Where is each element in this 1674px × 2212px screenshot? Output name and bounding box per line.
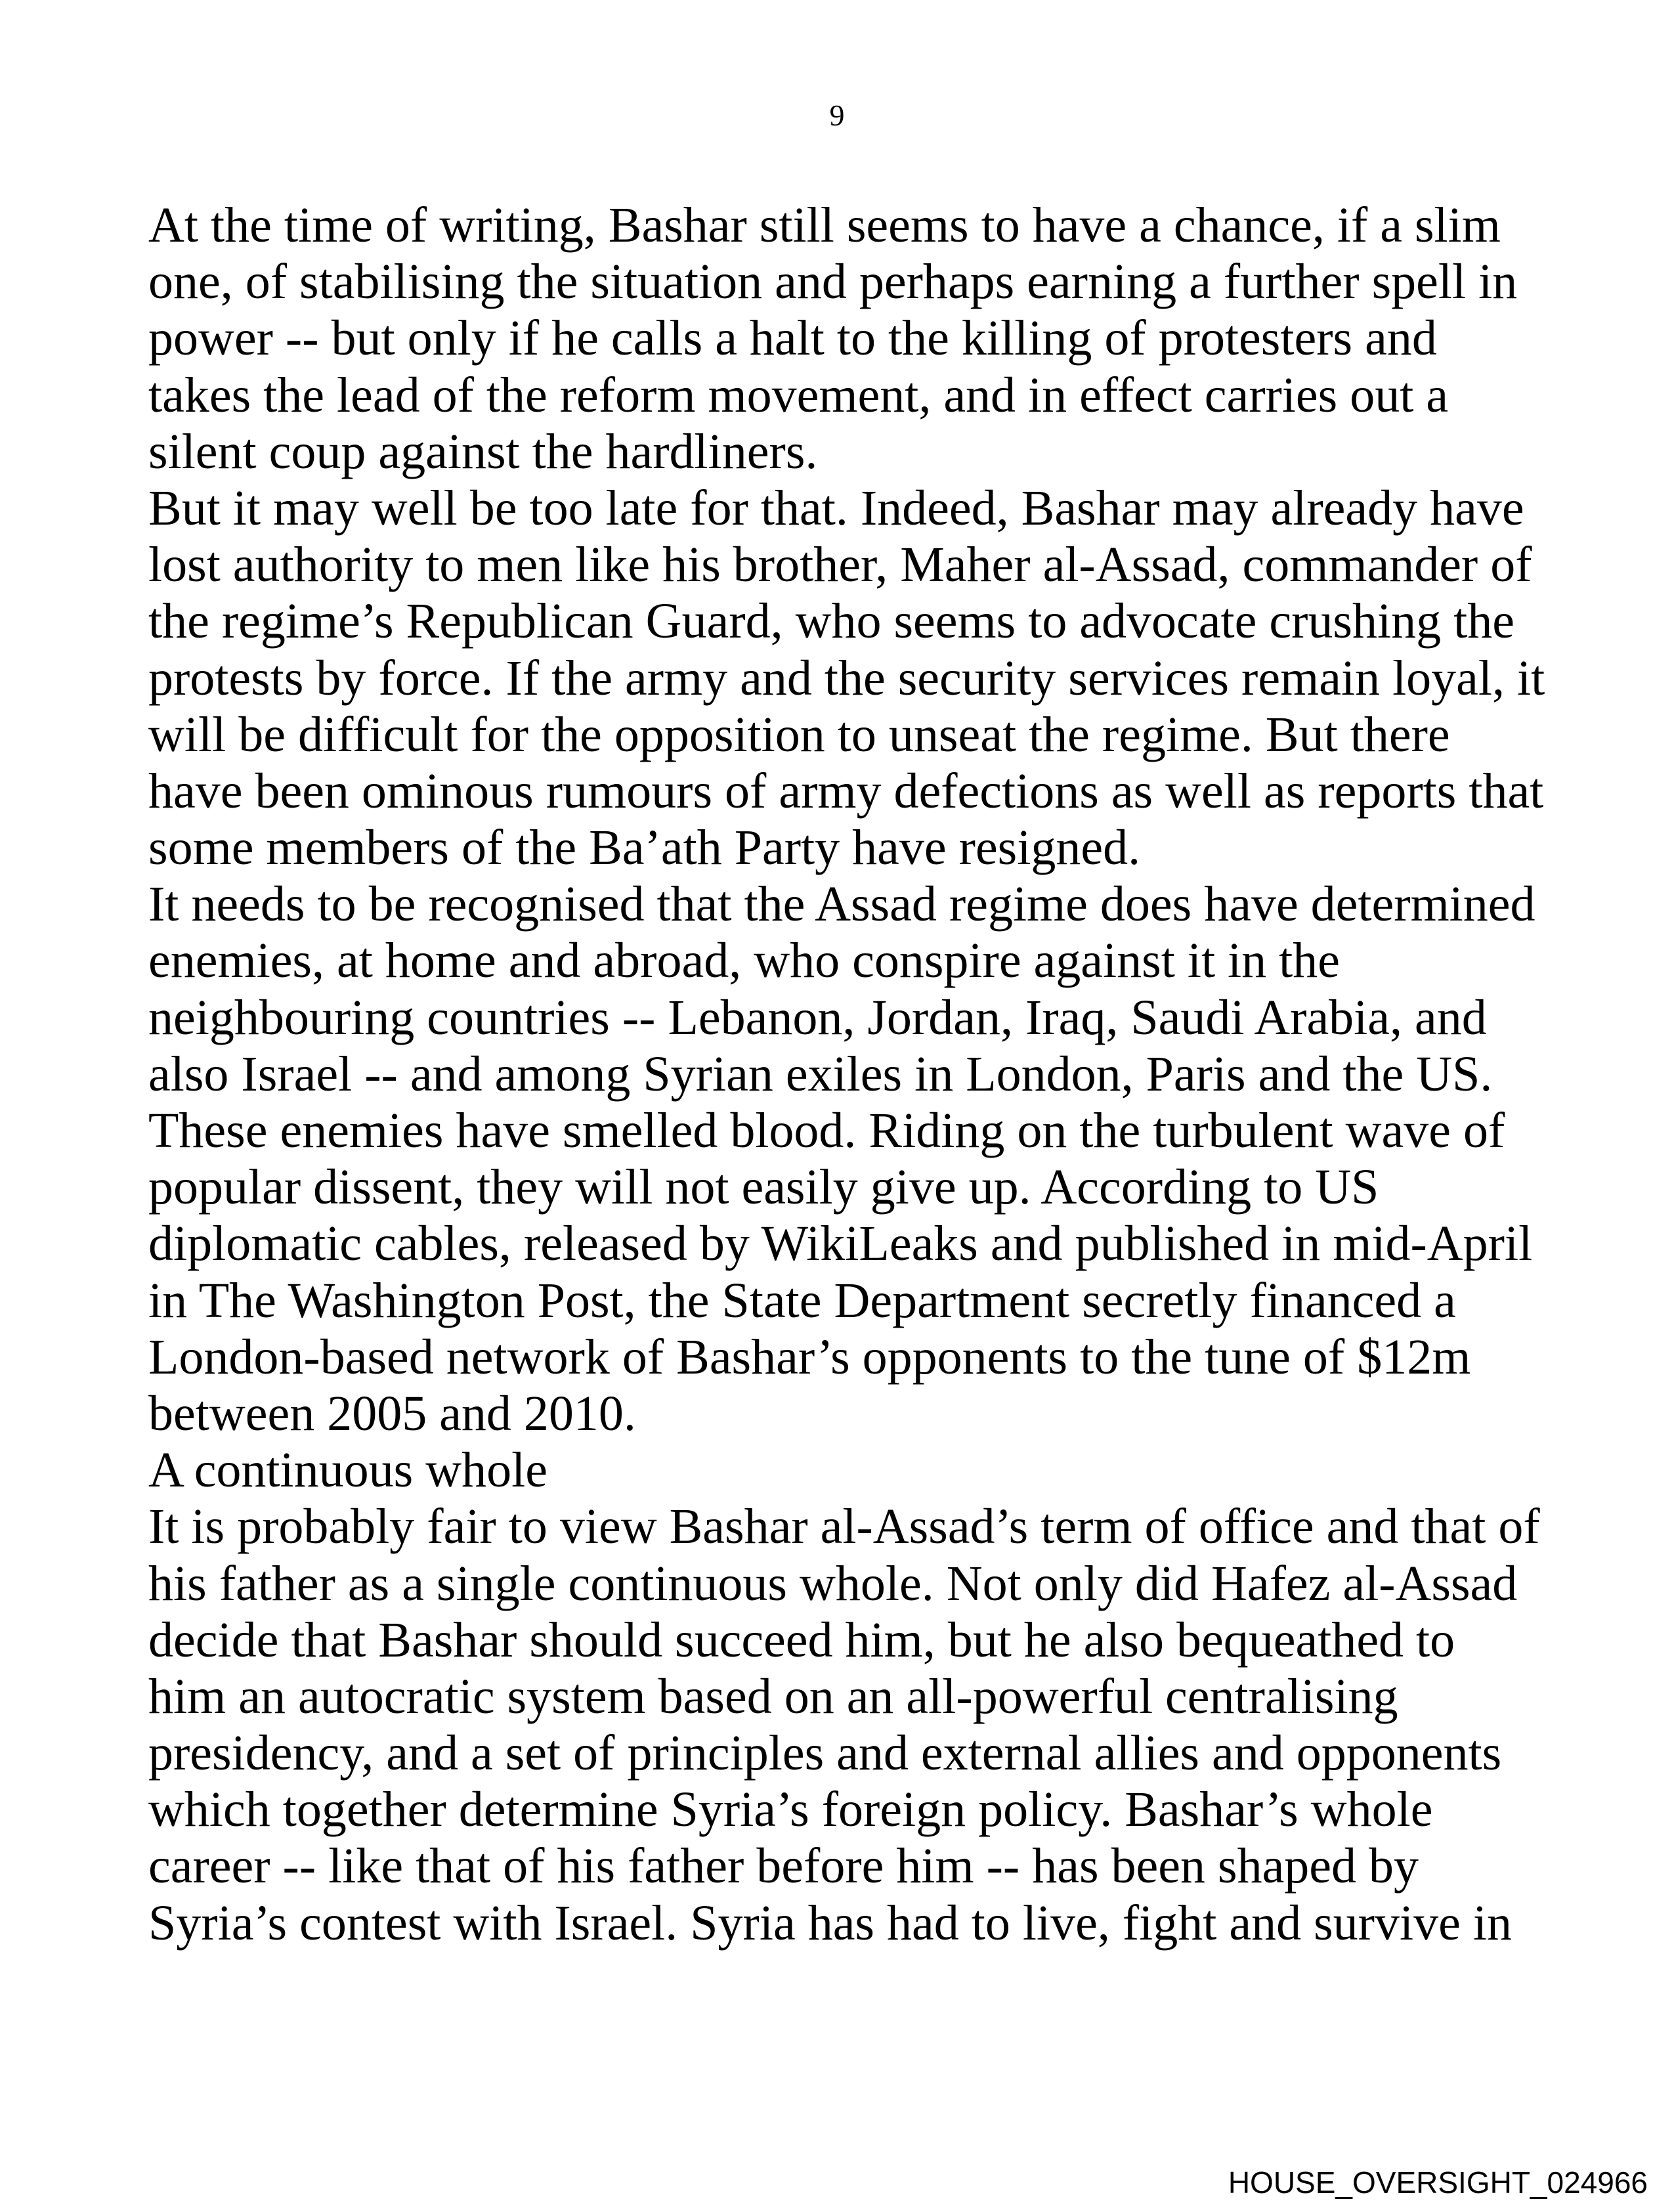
text-line: decide that Bashar should succeed him, but he also bequeathed to <box>148 1612 1455 1668</box>
section-heading-text: A continuous whole <box>148 1442 547 1498</box>
text-line: career -- like that of his father before him -- has been shaped by <box>148 1838 1419 1894</box>
document-id-footer: HOUSE_OVERSIGHT_024966 <box>1228 2165 1648 2200</box>
text-line: Syria’s contest with Israel. Syria has had to live, fight and survive in <box>148 1895 1512 1951</box>
text-line: the regime’s Republican Guard, who seems to advocate crushing the <box>148 594 1514 649</box>
text-line: London-based network of Bashar’s opponents to the tune of $12m <box>148 1329 1471 1385</box>
text-line: power -- but only if he calls a halt to the killing of protesters and <box>148 311 1437 366</box>
text-line: enemies, at home and abroad, who conspire against it in the <box>148 933 1341 989</box>
text-line: also Israel -- and among Syrian exiles in London, Paris and the US. <box>148 1046 1493 1102</box>
text-line: But it may well be too late for that. Indeed, Bashar may already have <box>148 480 1524 536</box>
text-line: between 2005 and 2010. <box>148 1385 636 1441</box>
text-line: in The Washington Post, the State Department secretly financed a <box>148 1272 1456 1328</box>
text-line: It needs to be recognised that the Assad regime does have determined <box>148 877 1535 932</box>
text-line: popular dissent, they will not easily give up. According to US <box>148 1160 1379 1215</box>
paragraph-2 <box>148 480 1593 876</box>
text-line: presidency, and a set of principles and external allies and opponents <box>148 1725 1502 1781</box>
text-line: one, of stabilising the situation and perhaps earning a further spell in <box>148 254 1518 310</box>
text-line: him an autocratic system based on an all-powerful centralising <box>148 1668 1398 1724</box>
text-line: some members of the Ba’ath Party have resigned. <box>148 820 1141 876</box>
text-line: It is probably fair to view Bashar al-Assad’s term of office and that of <box>148 1499 1540 1555</box>
text-line: silent coup against the hardliners. <box>148 423 818 479</box>
paragraph-4 <box>148 1498 1593 1951</box>
paragraph-1 <box>148 197 1593 480</box>
text-line: These enemies have smelled blood. Riding on the turbulent wave of <box>148 1103 1505 1158</box>
paragraph-3 <box>148 876 1593 1442</box>
text-line: his father as a single continuous whole. Not only did Hafez al-Assad <box>148 1555 1518 1611</box>
text-line: neighbouring countries -- Lebanon, Jordan, Iraq, Saudi Arabia, and <box>148 989 1487 1045</box>
text-line: diplomatic cables, released by WikiLeaks and published in mid-April <box>148 1216 1533 1272</box>
text-line: takes the lead of the reform movement, and in effect carries out a <box>148 367 1449 423</box>
text-line: will be difficult for the opposition to unseat the regime. But there <box>148 706 1450 762</box>
document-body <box>148 197 1593 1951</box>
page-number: 9 <box>829 98 845 132</box>
text-line: have been ominous rumours of army defections as well as reports that <box>148 763 1544 819</box>
text-line: lost authority to men like his brother, Maher al-Assad, commander of <box>148 537 1532 593</box>
text-line: protests by force. If the army and the security services remain loyal, it <box>148 650 1545 706</box>
text-line: which together determine Syria’s foreign policy. Bashar’s whole <box>148 1782 1433 1838</box>
section-heading <box>148 1442 1593 1498</box>
text-line: At the time of writing, Bashar still seems to have a chance, if a slim <box>148 198 1501 253</box>
